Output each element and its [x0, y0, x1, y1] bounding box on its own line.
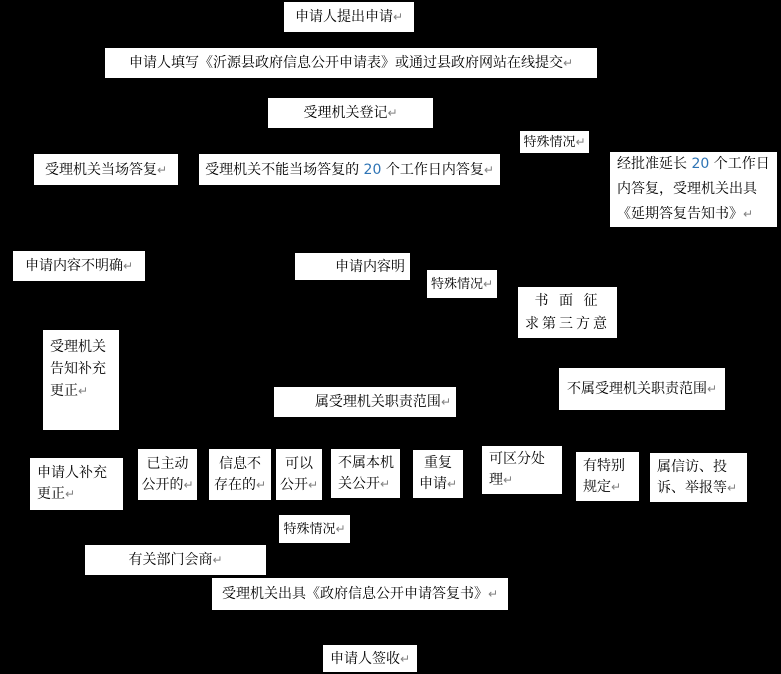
- flow-box-special-case-top: [520, 131, 589, 153]
- flow-box-text-line: [276, 475, 322, 496]
- highlighted-number: 20: [691, 156, 710, 172]
- flow-box-text-line: [583, 477, 636, 498]
- flow-box-text: 申请人提出申请: [294, 9, 393, 25]
- paragraph-return-mark: ↵: [446, 477, 458, 491]
- flow-box-special-case-bottom: [279, 515, 350, 543]
- flow-box-can-disclose: [276, 449, 322, 500]
- paragraph-return-mark: ↵: [65, 487, 76, 501]
- flow-box-text: 可以: [285, 455, 313, 472]
- flow-box-text: 申请人填写《沂源县政府信息公开申请表》或通过县政府网站在线提交: [128, 55, 563, 71]
- paragraph-return-mark: ↵: [399, 651, 411, 666]
- paragraph-return-mark: ↵: [387, 106, 398, 120]
- flow-box-text-line: [338, 453, 397, 474]
- flow-box-text: 申请内容不明确: [24, 258, 123, 274]
- flow-box-text-line: [583, 456, 636, 477]
- paragraph-return-mark: ↵: [78, 384, 89, 398]
- flow-box-text: 经批准延长: [617, 156, 692, 172]
- flow-box-text-line: [518, 313, 617, 336]
- flow-box-approved-extension: [610, 152, 777, 227]
- flow-box-text-line: [276, 454, 322, 475]
- flow-box-text: 特殊情况: [523, 134, 576, 150]
- flow-box-text-line: [34, 160, 178, 180]
- flow-box-text-line: [209, 454, 271, 475]
- flow-box-text-line: [274, 392, 451, 412]
- paragraph-return-mark: ↵: [392, 10, 404, 24]
- paragraph-return-mark: ↵: [482, 276, 494, 291]
- flow-box-text: 受理机关当场答复: [44, 161, 157, 178]
- flow-box-special-provisions: [576, 452, 639, 501]
- flow-box-text-line: [199, 160, 500, 180]
- flow-box-text-line: [284, 7, 414, 27]
- flow-box-text: 理: [489, 472, 503, 488]
- flow-box-text-line: [413, 474, 463, 495]
- flow-box-text-line: [13, 256, 145, 276]
- flow-box-text-line: [279, 519, 350, 540]
- flow-box-outside-duty-scope: [559, 368, 725, 410]
- paragraph-return-mark: ↵: [122, 259, 134, 273]
- flow-box-petition-complaint: [650, 453, 747, 502]
- flow-box-text: 特殊情况: [283, 521, 336, 537]
- paragraph-return-mark: ↵: [487, 587, 499, 601]
- flow-box-text-line: [489, 470, 559, 491]
- flow-box-repeat-application: [413, 450, 463, 498]
- flow-box-text: 求第三方意: [525, 315, 610, 332]
- flow-box-text: 受理机关登记: [303, 105, 388, 121]
- flow-box-text: 已主动: [146, 455, 189, 472]
- flow-box-text: 关公开: [338, 475, 380, 492]
- flow-box-text: 特殊情况: [430, 276, 483, 292]
- flow-box-text-line: [559, 379, 725, 399]
- flow-box-text: 《延期答复告知书》: [617, 206, 743, 222]
- flow-box-department-consultation: [85, 545, 266, 575]
- flow-box-text-line: [37, 484, 120, 505]
- flow-box-text-line: [138, 475, 197, 496]
- flow-box-text-line: [520, 132, 589, 153]
- flow-box-text-line: [37, 463, 120, 484]
- paragraph-return-mark: ↵: [156, 162, 168, 177]
- flow-box-info-not-exist: [209, 449, 271, 500]
- paragraph-return-mark: ↵: [706, 382, 718, 396]
- flow-box-text-line: [85, 550, 266, 570]
- flow-box-text: 不属本机: [338, 454, 394, 471]
- flow-box-text: 申请内容明: [335, 258, 405, 275]
- flow-box-text: 申请: [418, 476, 447, 492]
- paragraph-return-mark: ↵: [183, 477, 194, 492]
- flow-box-text: 个工作日: [709, 156, 770, 172]
- flow-box-text-line: [50, 336, 116, 358]
- paragraph-return-mark: ↵: [611, 479, 622, 494]
- flow-box-text: 属信访、投: [657, 458, 727, 475]
- flow-box-text: 有关部门会商: [128, 552, 213, 568]
- paragraph-return-mark: ↵: [562, 56, 574, 70]
- flow-box-content-clear: [295, 253, 410, 280]
- flow-box-text: 更正: [50, 383, 78, 399]
- flow-box-text: 受理机关不能当场答复的: [205, 161, 364, 178]
- flow-box-text-line: [338, 474, 397, 495]
- flow-box-text: 更正: [37, 486, 65, 502]
- flow-box-text: 不属受理机关职责范围: [566, 381, 707, 397]
- flow-box-text-line: [489, 449, 559, 470]
- flow-box-fill-application-form: [105, 48, 597, 78]
- flow-box-text: 可区分处: [489, 451, 545, 467]
- flow-box-applicant-sign: [323, 645, 417, 672]
- paragraph-return-mark: ↵: [440, 395, 451, 409]
- flow-box-text-line: [138, 454, 197, 475]
- flow-box-content-unclear: [13, 251, 145, 281]
- flow-box-text: 有特别: [583, 457, 625, 474]
- paragraph-return-mark: ↵: [483, 162, 494, 177]
- flow-box-text-line: [427, 274, 497, 295]
- flow-box-text-line: [617, 177, 774, 202]
- flow-box-not-this-agency: [331, 449, 400, 498]
- paragraph-return-mark: ↵: [255, 477, 267, 492]
- flow-box-text: 规定: [583, 478, 611, 495]
- flow-box-text: 内答复，受理机关出具: [617, 181, 757, 197]
- flow-box-separable-handling: [482, 446, 562, 494]
- flow-box-text: 诉、举报等: [657, 479, 727, 496]
- flow-box-text: 受理机关出具《政府信息公开申请答复书》: [221, 586, 488, 602]
- flow-box-text: 重复: [424, 455, 452, 471]
- flow-box-text: 公开的: [141, 476, 184, 493]
- flow-box-applicant-submit: [284, 2, 414, 32]
- flow-box-text-line: [209, 475, 271, 496]
- flow-box-text: 属受理机关职责范围: [314, 394, 441, 410]
- paragraph-return-mark: ↵: [380, 476, 391, 491]
- paragraph-return-mark: ↵: [743, 207, 754, 221]
- paragraph-return-mark: ↵: [335, 521, 346, 536]
- flow-box-text: 个工作日内答复: [381, 161, 484, 178]
- flow-box-text-line: [323, 649, 417, 669]
- flow-box-text: 告知补充: [50, 361, 106, 377]
- flow-box-applicant-supplement: [30, 458, 123, 510]
- flow-box-text-line: [617, 202, 774, 227]
- flow-box-text-line: [105, 53, 597, 73]
- paragraph-return-mark: ↵: [212, 553, 223, 567]
- flow-box-special-case-middle: [427, 270, 497, 298]
- flow-box-text-line: [295, 257, 405, 277]
- highlighted-number: 20: [363, 161, 382, 178]
- flow-box-already-public: [138, 449, 197, 500]
- flow-box-within-duty-scope: [274, 387, 456, 417]
- flow-box-text: 申请人签收: [329, 650, 400, 667]
- flow-box-text-line: [413, 453, 463, 474]
- flow-box-text-line: [657, 457, 744, 478]
- flow-box-acceptance-registration: [268, 98, 433, 128]
- flow-box-text-line: [518, 290, 617, 313]
- flow-box-third-party-opinion: [518, 287, 617, 338]
- flow-box-notify-supplement: [43, 330, 119, 430]
- flow-box-text: 公开: [279, 476, 308, 493]
- paragraph-return-mark: ↵: [727, 480, 738, 495]
- flow-box-text-line: [268, 103, 433, 123]
- flow-box-text: 存在的: [213, 476, 256, 493]
- paragraph-return-mark: ↵: [503, 473, 514, 487]
- flow-box-text-line: [657, 478, 744, 499]
- flow-box-issue-reply-letter: [212, 578, 508, 610]
- paragraph-return-mark: ↵: [307, 477, 319, 492]
- flow-box-text-line: [50, 380, 116, 402]
- paragraph-return-mark: ↵: [575, 134, 586, 149]
- flow-box-text: 申请人补充: [37, 465, 107, 481]
- flow-box-onsite-reply: [34, 154, 178, 185]
- flow-box-text: 受理机关: [50, 339, 106, 355]
- flow-box-text: 信息不: [219, 455, 261, 472]
- flow-box-reply-within-20-days: [199, 154, 500, 185]
- flow-box-text-line: [212, 584, 508, 604]
- flow-box-text-line: [50, 358, 116, 380]
- flow-box-text-line: [617, 152, 774, 177]
- flow-box-text: 书 面 征: [534, 292, 601, 309]
